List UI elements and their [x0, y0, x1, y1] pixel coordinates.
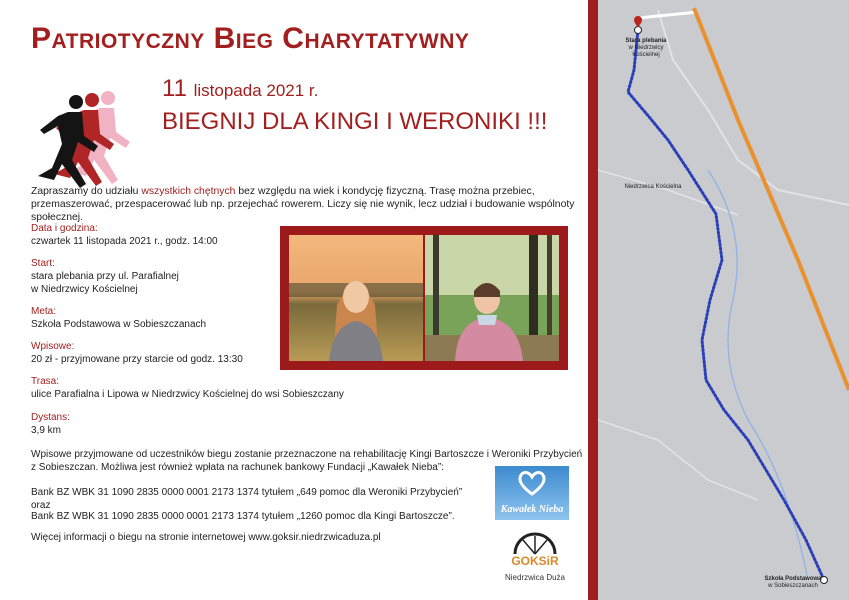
bank-or: oraz: [31, 500, 51, 511]
photo-weronika: [425, 235, 559, 361]
kawalek-nieba-text: Kawałek Nieba: [500, 504, 564, 515]
page-title: Patriotyczny Bieg Charytatywny: [31, 22, 470, 55]
intro-highlight: wszystkich chętnych: [141, 186, 236, 197]
distance-value: 3,9 km: [31, 425, 62, 436]
route-value: ulice Parafialna i Lipowa w Niedrzwicy Kościelnej do wsi Sobieszczany: [31, 389, 344, 400]
goksir-logo: [503, 526, 567, 582]
route-map: [598, 0, 849, 600]
map-place-label: Niedrzwica Kościelna: [624, 184, 682, 190]
event-date-day: 11: [162, 75, 187, 102]
event-date: [162, 75, 318, 103]
kawalek-nieba-logo: [495, 466, 569, 520]
finish-label: Meta:: [31, 306, 57, 317]
event-date-rest: listopada 2021 r.: [193, 81, 319, 100]
route-label: Trasa:: [31, 376, 59, 387]
divider: [588, 0, 598, 600]
bank-account-1: Bank BZ WBK 31 1090 2835 0000 0001 2173 1374 tytułem „649 pomoc dla Weroniki Przybycień”: [31, 487, 463, 498]
map-start-line-2: w Niedrzwicy: [628, 45, 664, 51]
distance-label: Dystans:: [31, 412, 70, 423]
route-block: [31, 375, 431, 401]
start-line-1: stara plebania przy ul. Parafialnej: [31, 271, 179, 282]
map-start-line-1: Stara plebania: [625, 38, 667, 44]
wheel-icon: [511, 526, 559, 556]
intro-pre: Zapraszamy do udziału: [31, 186, 139, 197]
map-finish-label: [763, 576, 823, 590]
map-finish-line-1: Szkoła Podstawowa: [764, 576, 822, 582]
fee-label: Wpisowe:: [31, 341, 75, 352]
start-label: Start:: [31, 258, 55, 269]
more-info: Więcej informacji o biegu na stronie internetowej www.goksir.niedrzwicaduza.pl: [31, 532, 381, 543]
event-motto: BIEGNIJ DLA KINGI I WERONIKI !!!: [162, 108, 548, 135]
map-start-line-3: Kościelnej: [632, 52, 660, 58]
finish-value: Szkoła Podstawowa w Sobieszczanach: [31, 319, 207, 330]
bank-account-2: Bank BZ WBK 31 1090 2835 0000 0001 2173 1374 tytułem „1260 pomoc dla Kingi Bartoszcze”.: [31, 511, 455, 522]
fee-value: 20 zł - przyjmowane przy starcie od godz. 13:30: [31, 354, 243, 365]
photo-kinga: [289, 235, 423, 361]
distance-block: [31, 411, 331, 437]
route-map-drawing: [598, 0, 849, 600]
map-start-label: [618, 38, 674, 59]
runners-icon: [28, 88, 148, 200]
goksir-text: GOKSiR: [511, 554, 559, 568]
goksir-subtitle: Niedrzwica Duża: [504, 573, 566, 582]
date-value: czwartek 11 listopada 2021 r., godz. 14:00: [31, 236, 218, 247]
funds-text: Wpisowe przyjmowane od uczestników biegu zostanie przeznaczone na rehabilitację Kingi Bartoszcze i Weroniki Przybycień z Sobieszczan. Możliwa jest również wpłata na rachunek bankowy Fundacji „Kawałek Nieba”:: [31, 449, 583, 473]
date-label: Data i godzina:: [31, 223, 98, 234]
photo-frame: [280, 226, 568, 370]
start-line-2: w Niedrzwicy Kościelnej: [31, 284, 138, 295]
map-finish-line-2: w Sobieszczanach: [768, 583, 818, 589]
intro-text: [31, 185, 586, 224]
heart-cloud-icon: [517, 470, 547, 496]
intro-post: bez względu na wiek i kondycję fizyczną. Trasę można przebiec, przemaszerować, przespacerować lub np. przejechać rowerem. Liczy się nie wynik, lecz udział i budowanie wspólnoty społecznej.: [31, 186, 575, 223]
